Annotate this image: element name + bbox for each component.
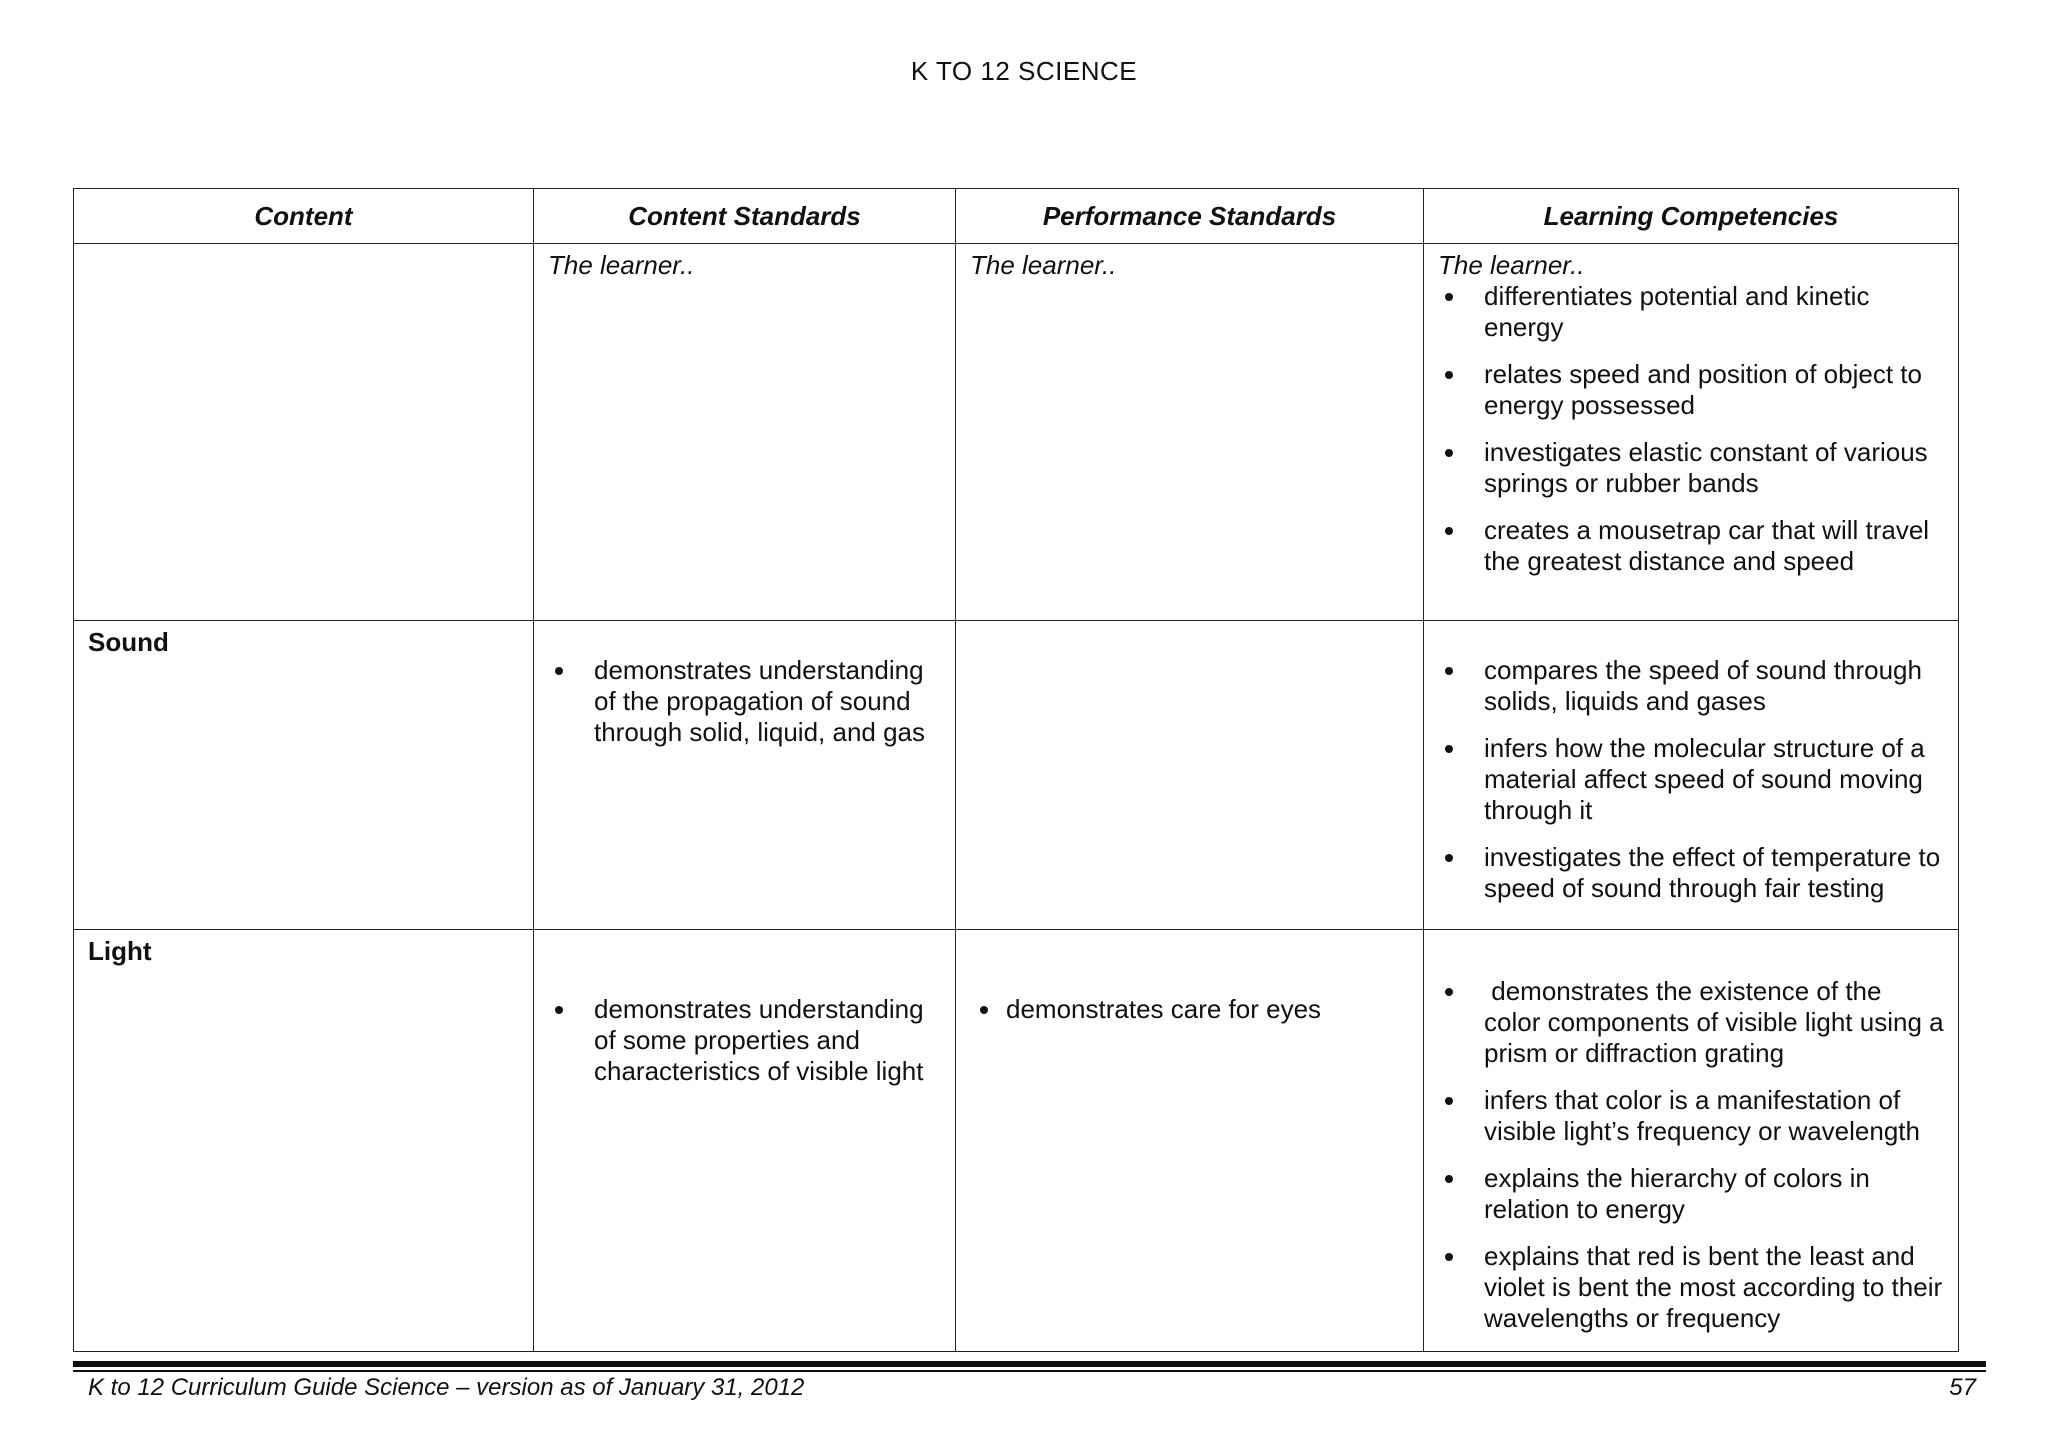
content-topic-sound: Sound	[88, 626, 169, 657]
list-item: investigates elastic constant of various springs or rubber bands	[1438, 437, 1944, 499]
performance-standards-cell	[956, 244, 1424, 621]
learner-intro: The learner..	[970, 250, 1117, 280]
column-header-learning-competencies: Learning Competencies	[1424, 189, 1959, 244]
list-item: compares the speed of sound through solids, liquids and gases	[1438, 655, 1944, 717]
footer-text: K to 12 Curriculum Guide Science – version as of January 31, 2012	[88, 1374, 805, 1401]
competencies-cell	[1424, 244, 1959, 621]
list-item: creates a mousetrap car that will travel the greatest distance and speed	[1438, 515, 1944, 577]
competencies-cell	[1424, 620, 1959, 930]
column-header-content: Content	[74, 189, 534, 244]
column-header-content-standards: Content Standards	[534, 189, 956, 244]
content-standards-cell	[534, 620, 956, 930]
list-item: infers that color is a manifestation of visible light’s frequency or wavelength	[1438, 1085, 1944, 1147]
content-standards-list	[548, 994, 941, 1087]
competency-list	[1438, 655, 1944, 904]
list-item: demonstrates care for eyes	[970, 994, 1409, 1025]
competencies-cell	[1424, 930, 1959, 1352]
performance-standards-list	[970, 994, 1409, 1025]
list-item: explains that red is bent the least and violet is bent the most according to their wavelengths or frequency	[1438, 1241, 1944, 1334]
list-item: relates speed and position of object to energy possessed	[1438, 359, 1944, 421]
list-item: differentiates potential and kinetic energy	[1438, 281, 1944, 343]
content-standards-cell	[534, 244, 956, 621]
content-cell	[74, 930, 534, 1352]
content-topic	[74, 244, 533, 250]
list-item: demonstrates understanding of some properties and characteristics of visible light	[548, 994, 941, 1087]
list-item: infers how the molecular structure of a material affect speed of sound moving through it	[1438, 733, 1944, 826]
learner-intro: The learner..	[548, 250, 695, 280]
page-number: 57	[1949, 1374, 1976, 1401]
column-header-performance-standards: Performance Standards	[956, 189, 1424, 244]
learner-intro: The learner..	[1438, 250, 1585, 280]
table-row	[74, 620, 1959, 930]
list-item: demonstrates understanding of the propagation of sound through solid, liquid, and gas	[548, 655, 941, 748]
list-item: demonstrates the existence of the color components of visible light using a prism or diffraction grating	[1438, 976, 1944, 1069]
table-row	[74, 930, 1959, 1352]
competency-list	[1438, 281, 1944, 577]
performance-standards-cell	[956, 930, 1424, 1352]
content-topic-light: Light	[88, 936, 152, 967]
content-cell	[74, 620, 534, 930]
content-standards-cell	[534, 930, 956, 1352]
performance-standards-cell	[956, 620, 1424, 930]
table-header-row	[74, 189, 1959, 244]
content-cell	[74, 244, 534, 621]
content-standards-list	[548, 655, 941, 748]
footer-divider	[73, 1361, 1986, 1372]
list-item: explains the hierarchy of colors in relation to energy	[1438, 1163, 1944, 1225]
table-row	[74, 244, 1959, 621]
competency-list	[1438, 976, 1951, 1334]
list-item: investigates the effect of temperature to speed of sound through fair testing	[1438, 842, 1944, 904]
page-title: K TO 12 SCIENCE	[910, 56, 1138, 86]
curriculum-table	[73, 188, 1959, 1352]
